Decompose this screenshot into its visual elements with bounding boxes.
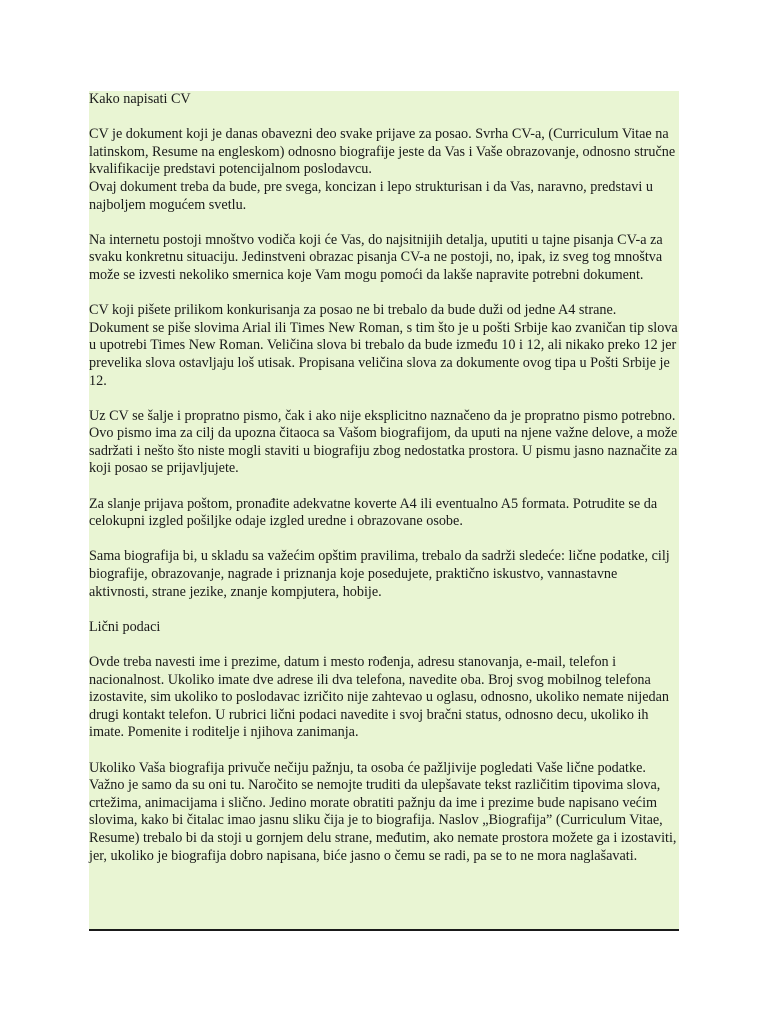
section-heading-personal-data: Lični podaci: [89, 618, 161, 635]
document-page: [89, 91, 679, 929]
bottom-divider: [89, 929, 679, 931]
paragraph-internet-guides: Na internetu postoji mnoštvo vodiča koji će Vas, do najsitnijih detalja, uputiti u tajne pisanja CV-a za svaku konkretnu situaciju. Jedinstveni obrazac pisanja CV-a ne postoji, no, ipak, iz sveg tog mnoštva može se izvesti nekoliko smernica koje Vam mogu pomoći da lakše napravite potrebni dokument.: [89, 231, 663, 283]
paragraph-contents: Sama biografija bi, u skladu sa važećim opštim pravilima, trebalo da sadrži sledeće: lične podatke, cilj biografije, obrazovanje, nagrade i priznanja koje posedujete, praktično iskustvo, vannastavne aktivnosti, strane jezike, znanje kompjutera, hobije.: [89, 548, 670, 600]
document-title: Kako napisati CV: [89, 91, 191, 107]
paragraph-envelopes: Za slanje prijava poštom, pronađite adekvatne koverte A4 ili eventualno A5 formata. Potrudite se da celokupni izgled pošiljke odaje izgled uredne i obrazovane osobe.: [89, 495, 658, 530]
paragraph-cover-letter: Uz CV se šalje i propratno pismo, čak i ako nije eksplicitno naznačeno da je propratno pismo potrebno. Ovo pismo ima za cilj da upozna čitaoca sa Vašom biografijom, da uputi na njene važne delove, a može sadržati i nešto što niste mogli staviti u biografiju zbog nedostatka prostora. U pismu jasno naznačite za koji posao se prijavljujete.: [89, 407, 678, 477]
paragraph-personal-data: Ovde treba navesti ime i prezime, datum i mesto rođenja, adresu stanovanja, e-mail, telefon i nacionalnost. Ukoliko imate dve adrese ili dva telefona, navedite oba. Broj svog mobilnog telefona izostavite, sim ukoliko to poslodavac izričito nije zahtevao u oglasu, odnosno, ukoliko nemate nijedan drugi kontakt telefon. U rubrici lični podaci navedite i svoj bračni status, odnosno decu, ukoliko ih imate. Pomenite i roditelje i njihova zanimanja.: [89, 654, 669, 741]
paragraph-length-font: CV koji pišete prilikom konkurisanja za posao ne bi trebalo da bude duži od jedne A4 strane. Dokument se piše slovima Arial ili Times New Roman, s tim što je u pošti Srbije kao zvaničan tip slova u upotrebi Times New Roman. Veličina slova bi trebalo da bude između 10 i 12, ali nikako preko 12 jer prevelika slova ostavljaju loš utisak. Propisana veličina slova za dokumente ovog tipa u Pošti Srbije je 12.: [89, 302, 678, 389]
paragraph-intro: CV je dokument koji je danas obavezni deo svake prijave za posao. Svrha CV-a, (Curriculum Vitae na latinskom, Resume na engleskom) odnosno biografije jeste da Vas i Vaše obrazovanje, odnosno stručne kvalifikacije predstavi potencijalnom poslodavcu.: [89, 126, 676, 178]
paragraph-attention: Ukoliko Vaša biografija privuče nečiju pažnju, ta osoba će pažljivije pogledati Vaše lične podatke. Važno je samo da su oni tu. Naročito se nemojte truditi da ulepšavate tekst različitim tipovima slova, crtežima, animacijama i slično. Jedino morate obratiti pažnju da ime i prezime bude napisano većim slovima, kako bi čitalac imao jasnu sliku čija je to biografija. Naslov „Biografija” (Curriculum Vitae, Resume) trebalo bi da stoji u gornjem delu strane, međutim, ako nemate prostora možete ga i izostaviti, jer, ukoliko je biografija dobro napisana, biće jasno o čemu se radi, pa se to ne mora naglašavati.: [89, 759, 677, 864]
paragraph-intro-continued: Ovaj dokument treba da bude, pre svega, koncizan i lepo strukturisan i da Vas, naravno, predstavi u najboljem mogućem svetlu.: [89, 178, 653, 213]
